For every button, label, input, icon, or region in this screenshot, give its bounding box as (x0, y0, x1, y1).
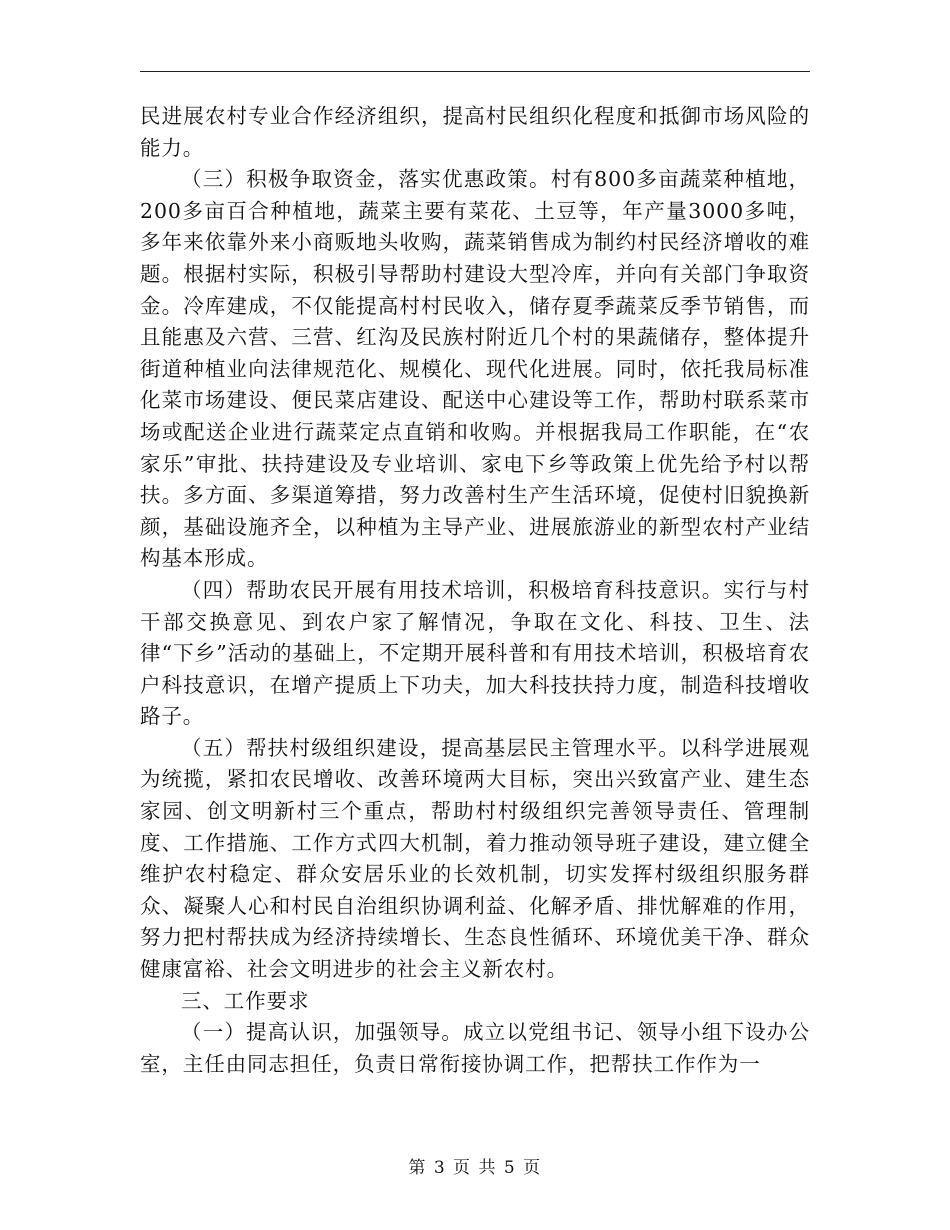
header-rule (140, 71, 810, 72)
section-heading: 三、工作要求 (181, 988, 310, 1013)
paragraph-2: （三）积极争取资金，落实优惠政策。村有800多亩蔬菜种植地，200多亩百合种植地，蔬菜主要有菜花、土豆等，年产量3000多吨，多年来依靠外来小商贩地头收购，蔬菜销售成为制约村民经济增收的难题。根据村实际，积极引导帮助村建设大型冷库，并向有关部门争取资金。冷库建成，不仅能提高村村民收入，储存夏季蔬菜反季节销售，而且能惠及六营、三营、红沟及民族村附近几个村的果蔬储存，整体提升街道种植业向法律规范化、规模化、现代化进展。同时，依托我局标准化菜市场建设、便民菜店建设、配送中心建设等工作，帮助村联系菜市场或配送企业进行蔬菜定点直销和收购。并根据我局工作职能，在“农家乐”审批、扶持建设及专业培训、家电下乡等政策上优先给予村以帮扶。多方面、多渠道筹措，努力改善村生产生活环境，促使村旧貌换新颜，基础设施齐全，以种植为主导产业、进展旅游业的新型农村产业结构基本形成。 (140, 167, 810, 571)
paragraph-1: 民进展农村专业合作经济组织，提高村民组织化程度和抵御市场风险的能力。 (140, 104, 810, 160)
document-body (140, 101, 810, 1080)
paragraph-4: （五）帮扶村级组织建设，提高基层民主管理水平。以科学进展观为统揽，紧扣农民增收、改善环境两大目标，突出兴致富产业、建生态家园、创文明新村三个重点，帮助村村级组织完善领导责任、管理制度、工作措施、工作方式四大机制，着力推动领导班子建设，建立健全维护农村稳定、群众安居乐业的长效机制，切实发挥村级组织服务群众、凝聚人心和村民自治组织协调利益、化解矛盾、排忧解难的作用，努力把村帮扶成为经济持续增长、生态良性循环、环境优美干净、群众健康富裕、社会文明进步的社会主义新农村。 (140, 735, 810, 982)
paragraph-5: （一）提高认识，加强领导。成立以党组书记、领导小组下设办公室，主任由同志担任，负责日常衔接协调工作，把帮扶工作作为一 (140, 1020, 810, 1076)
paragraph-3: （四）帮助农民开展有用技术培训，积极培育科技意识。实行与村干部交换意见、到农户家了解情况，争取在文化、科技、卫生、法律“下乡”活动的基础上，不定期开展科普和有用技术培训，积极培育农户科技意识，在增产提质上下功夫，加大科技扶持力度，制造科技增收路子。 (140, 577, 810, 729)
page-number: 第 3 页 共 5 页 (408, 1158, 542, 1178)
